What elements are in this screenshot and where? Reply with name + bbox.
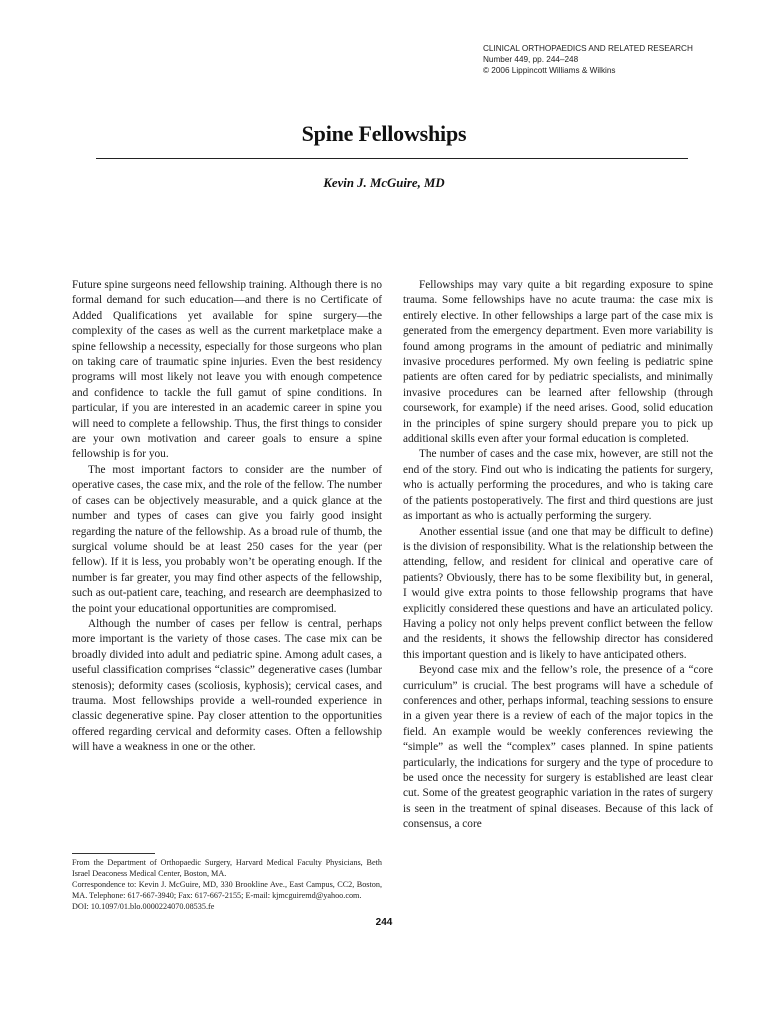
page-number: 244 — [375, 917, 393, 928]
paragraph: Fellowships may vary quite a bit regarding exposure to spine trauma. Some fellowships have no acute trauma: the case mix is entirely elective. In other fellowships a large part of the case mix is generated from the emergency department. Even more variability is found among programs in the amount of pediatric and minimally invasive procedures performed. My own feeling is pediatric spine patients are often cared for by pediatric specialists, and minimally invasive procedures can be learned after fellowship (through coursework, for example) if the need arises. Good, solid education in the principles of spine surgery should prepare you to pick up additional skills even after your formal education is completed. — [403, 279, 713, 446]
footnote-doi: DOI: 10.1097/01.blo.0000224070.08535.fe — [72, 902, 215, 911]
article-title: Spine Fellowships — [301, 121, 467, 146]
journal-name: CLINICAL ORTHOPAEDICS AND RELATED RESEARCH — [483, 44, 693, 53]
paragraph: Another essential issue (and one that may be difficult to define) is the division of responsibility. What is the relationship between the attending, fellow, and resident for clinical and operative care of patients? Obviously, there has to be some flexibility but, in general, I would give extra points to those fellowship programs that have explicitly considered these questions and have an articulated policy. Having a policy not only helps prevent conflict between the fellow and the residents, it shows the fellowship director has considered this important question and is likely to have anticipated others. — [403, 525, 713, 661]
footnote-affiliation: From the Department of Orthopaedic Surgery, Harvard Medical Faculty Physicians, Beth Israel Deaconess Medical Center, Boston, MA. — [72, 858, 382, 878]
paragraph: Beyond case mix and the fellow’s role, the presence of a “core curriculum” is crucial. The best programs will have a schedule of conferences and other, perhaps informal, teaching sessions to ensure in a given year there is a review of each of the major topics in the field. An example would be weekly conferences reviewing the “simple” as well the “complex” cases planned. In spine patients particularly, the indications for surgery and the type of procedure to be used once the necessity for surgery is established are least clear cut. Some of the greatest geographic variation in the rates of surgery is seen in the treatment of spinal diseases. Because of this lack of consensus, a core — [403, 664, 713, 831]
paragraph: The most important factors to consider are the number of operative cases, the case mix, and the role of the fellow. The number of cases can be objectively measurable, and a quick glance at the number and types of cases can give you fairly good insight regarding the nature of the fellowship. As a broad rule of thumb, the surgical volume should be at least 250 cases for the year (per fellow). If it is less, you probably won’t be operating enough. If the number is far greater, you may find other aspects of the fellowship, such as out-patient care, teaching, and research are deemphasized to the point your educational opportunities are compromised. — [72, 463, 382, 615]
paragraph: Future spine surgeons need fellowship training. Although there is no formal demand for such education—and there is no Certificate of Added Qualifications yet available for spine surgery—the complexity of the cases as well as the current marketplace make a spine fellowship a necessity, especially for those surgeons who plan on taking care of traumatic spine injuries. Even the best residency programs will most likely not leave you with enough competence and confidence to tackle the full gamut of spine conditions. In particular, if you are interested in an academic career in spine you will need to complete a fellowship. Thus, the first things to consider are your own motivation and career goals to ensure a spine fellowship is for you. — [72, 279, 382, 461]
copyright-line: © 2006 Lippincott Williams & Wilkins — [483, 66, 616, 75]
right-column — [403, 278, 713, 833]
footnote-correspondence: Correspondence to: Kevin J. McGuire, MD, 330 Brookline Ave., East Campus, CC2, Boston, MA. Telephone: 617-667-3940; Fax: 617-667-2155; E-mail: kjmcguiremd@yahoo.com. — [72, 880, 382, 900]
paragraph: Although the number of cases per fellow is central, perhaps more important is the variety of those cases. The case mix can be broadly divided into adult and pediatric spine. Among adult cases, a useful classification comprises “classic” degenerative cases (lumbar stenosis); deformity cases (scoliosis, kyphosis); cervical cases, and trauma. Most fellowships provide a well-rounded experience in classic degenerative spine. Pay closer attention to the opportunities offered regarding cervical and deformity cases. Often a fellowship will have a weakness in one or the other. — [72, 617, 382, 754]
issue-pages: Number 449, pp. 244–248 — [483, 55, 579, 64]
left-column — [72, 278, 382, 756]
footnote-rule — [72, 853, 155, 854]
title-rule — [96, 158, 688, 159]
journal-header — [483, 43, 763, 76]
footnote — [72, 857, 382, 912]
paragraph: The number of cases and the case mix, however, are still not the end of the story. Find out who is indicating the patients for surgery, who is actually performing the procedures, and who is taking care of the patients postoperatively. The first and third questions are just as important as who is actually performing the surgery. — [403, 448, 713, 523]
article-author: Kevin J. McGuire, MD — [323, 176, 445, 190]
